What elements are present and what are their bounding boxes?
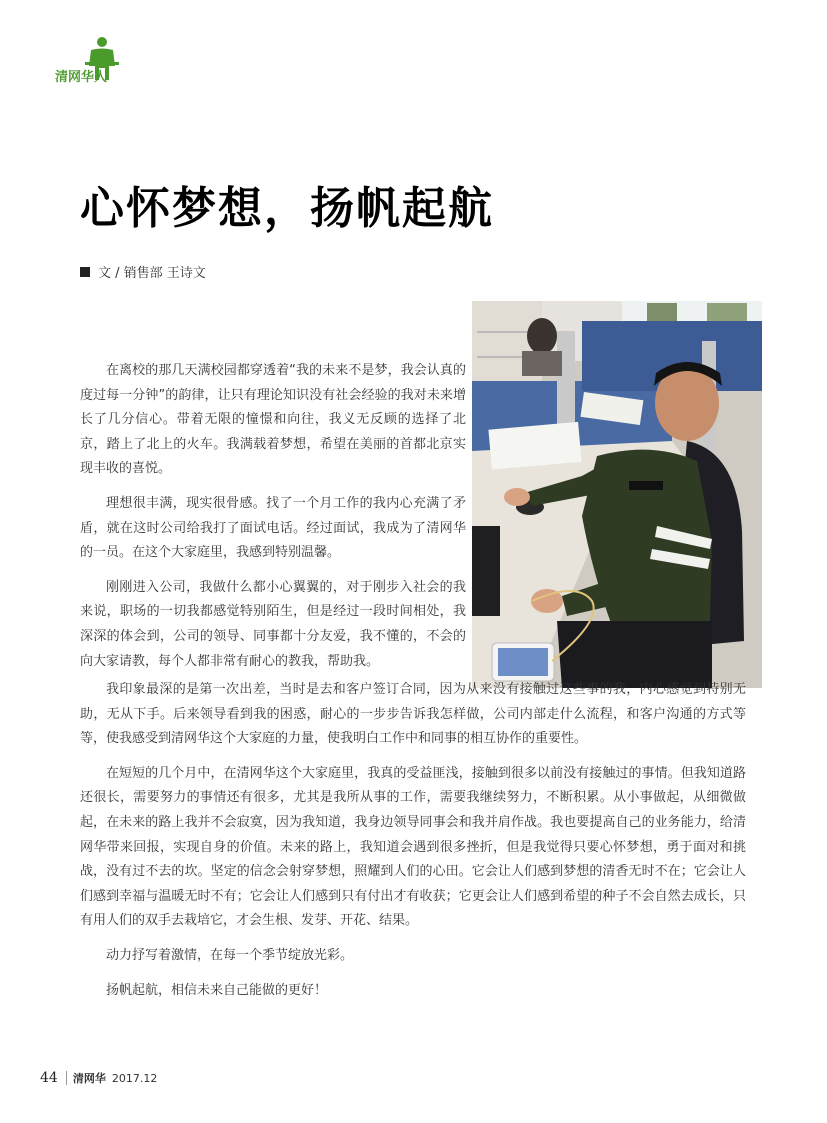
article-body-narrow <box>80 359 466 684</box>
square-bullet-icon <box>80 267 90 277</box>
paragraph: 在离校的那几天满校园都穿透着“我的未来不是梦，我会认真的度过每一分钟”的韵律，让只有理论知识没有社会经验的我对未来增长了几分信心。带着无限的憧憬和向往，我义无反顾的选择了北京，踏上了北上的火车。我满载着梦想，希望在美丽的首都北京实现丰收的喜悦。 <box>80 363 466 477</box>
magazine-logo <box>55 36 125 88</box>
footer-brand: 清网华 <box>72 1072 106 1085</box>
paragraph: 扬帆起航，相信未来自己能做的更好！ <box>106 982 328 998</box>
footer-divider <box>66 1071 67 1085</box>
page-footer <box>40 1070 157 1086</box>
paragraph: 在短短的几个月中，在清网华这个大家庭里，我真的受益匪浅，接触到很多以前没有接触过的事情。但我知道路还很长，需要努力的事情还有很多，尤其是我所从事的工作，需要我继续努力，不断积累。从小事做起，从细微做起，在未来的路上我并不会寂寞，因为我知道，我身边领导同事会和我并肩作战。我也要提高自己的业务能力，给清网华带来回报，实现自身的价值。未来的路上，我知道会遇到很多挫折，但是我觉得只要心怀梦想，勇于面对和挑战，没有过不去的坎。坚定的信念会射穿梦想，照耀到人们的心田。它会让人们感到梦想的清香无时不在；它会让人们感到幸福与温暖无时不有；它会让人们感到只有付出才有收获；它更会让人们感到希望的种子不会自然去成长，只有用人们的双手去栽培它，才会生根、发芽、开花、结果。 <box>80 765 746 929</box>
page-number: 44 <box>40 1070 58 1086</box>
footer-date: 2017.12 <box>111 1071 158 1085</box>
byline <box>80 262 206 281</box>
paragraph: 理想很丰满，现实很骨感。找了一个月工作的我内心充满了矛盾，就在这时公司给我打了面试电话。经过面试，我成为了清网华的一员。在这个大家庭里，我感到特别温馨。 <box>80 495 466 561</box>
man-at-office-desk-photo <box>472 301 762 688</box>
article-photo <box>472 301 762 688</box>
article-title: 心怀梦想，扬帆起航 <box>80 183 494 234</box>
byline-text: 文 / 销售部 王诗文 <box>98 266 206 281</box>
logo-text: 清网华人 <box>55 70 108 85</box>
article-body-full <box>80 678 746 1013</box>
paragraph: 动力抒写着激情，在每一个季节绽放光彩。 <box>106 947 354 963</box>
paragraph: 刚刚进入公司，我做什么都小心翼翼的，对于刚步入社会的我来说，职场的一切我都感觉特别陌生，但是经过一段时间相处，我深深的体会到，公司的领导、同事都十分友爱，我不懂的，不会的向大家请教，每个人都非常有耐心的教我，帮助我。 <box>80 579 466 669</box>
paragraph: 我印象最深的是第一次出差，当时是去和客户签订合同，因为从来没有接触过这些事的我，内心感觉到特别无助，无从下手。后来领导看到我的困惑，耐心的一步步告诉我怎样做，公司内部走什么流程，和客户沟通的方式等等，使我感受到清网华这个大家庭的力量，使我明白工作中和同事的相互协作的重要性。 <box>80 682 746 747</box>
